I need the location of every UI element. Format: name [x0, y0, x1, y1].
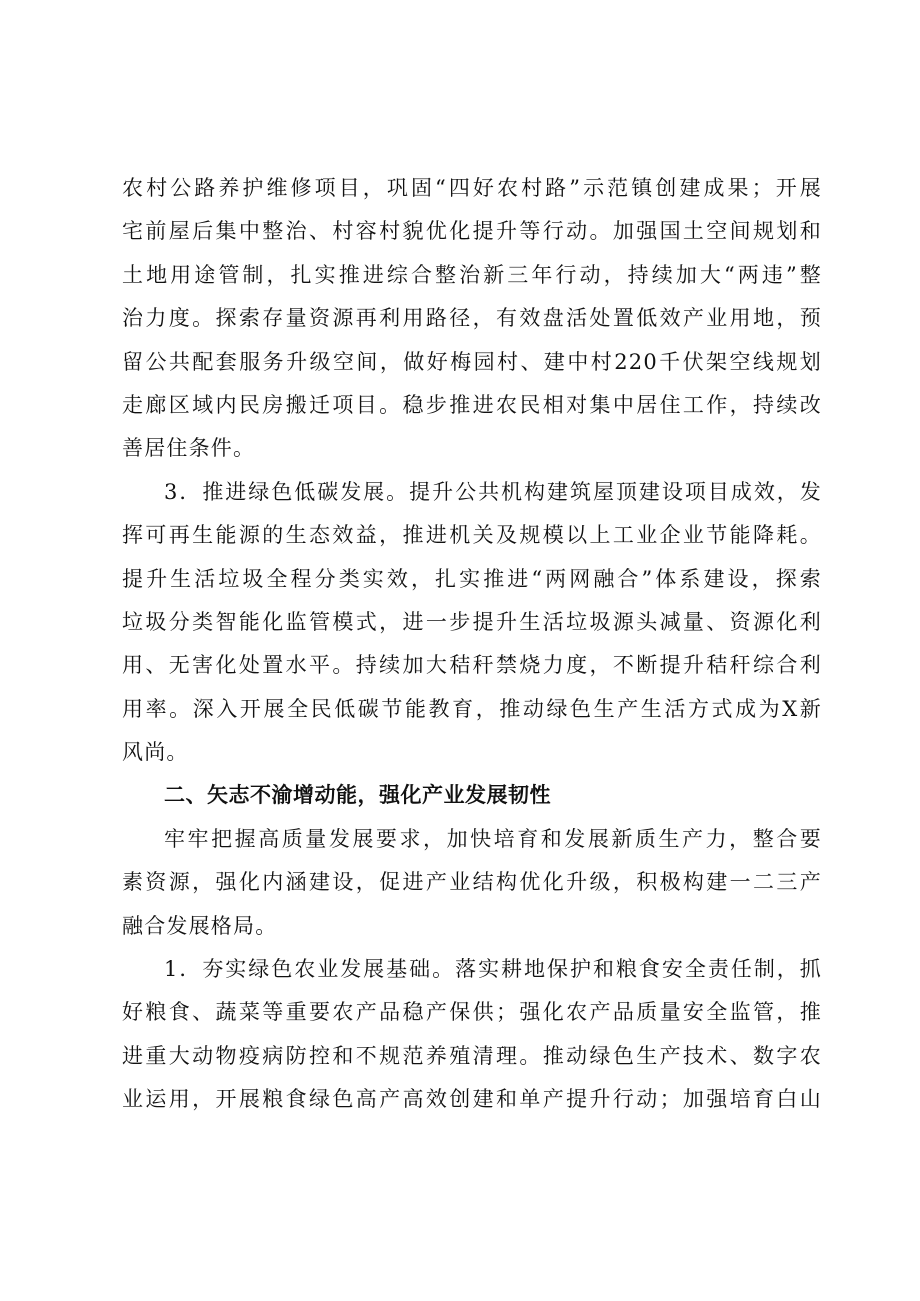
text-line: 善居住条件。	[122, 436, 256, 461]
text-line: 进重大动物疫病防控和不规范养殖清理。推动绿色生产技术、数字农	[122, 1043, 822, 1068]
text-line: 好粮食、蔬菜等重要农产品稳产保供；强化农产品质量安全监管，推	[122, 1000, 822, 1025]
text-line: 宅前屋后集中整治、村容村貌优化提升等行动。加强国土空间规划和	[122, 219, 822, 244]
text-line: 风尚。	[122, 740, 189, 765]
text-line: 治力度。探索存量资源再利用路径，有效盘活处置低效产业用地，预	[122, 306, 822, 331]
paragraph-green-low-carbon	[122, 471, 822, 775]
text-line: 3．推进绿色低碳发展。提升公共机构建筑屋顶建设项目成效，发	[164, 479, 822, 504]
text-line: 走廊区域内民房搬迁项目。稳步推进农民相对集中居住工作，持续改	[122, 392, 822, 417]
text-line: 挥可再生能源的生态效益，推进机关及规模以上工业企业节能降耗。	[122, 523, 822, 548]
document-body	[122, 167, 822, 1122]
text-line: 用率。深入开展全民低碳节能教育，推动绿色生产生活方式成为X新	[122, 696, 822, 721]
text-line: 提升生活垃圾全程分类实效，扎实推进“两网融合”体系建设，探索	[122, 566, 822, 591]
text-line: 1．夯实绿色农业发展基础。落实耕地保护和粮食安全责任制，抓	[164, 957, 822, 982]
text-line: 业运用，开展粮食绿色高产高效创建和单产提升行动；加强培育白山	[122, 1087, 822, 1112]
text-line: 牢牢把握高质量发展要求，加快培育和发展新质生产力，整合要	[164, 826, 822, 851]
text-line: 素资源，强化内涵建设，促进产业结构优化升级，积极构建一二三产	[122, 870, 822, 895]
text-line: 农村公路养护维修项目，巩固“四好农村路”示范镇创建成果；开展	[122, 176, 822, 200]
paragraph-green-agriculture	[122, 948, 822, 1122]
text-line: 用、无害化处置水平。持续加大秸秆禁烧力度，不断提升秸秆综合利	[122, 653, 822, 678]
paragraph-village-renovation	[122, 167, 822, 471]
section-heading: 二、矢志不渝增动能，强化产业发展韧性	[164, 783, 551, 808]
text-line: 土地用途管制，扎实推进综合整治新三年行动，持续加大“两违”整	[122, 262, 822, 287]
paragraph-section-intro	[122, 818, 822, 948]
text-line: 融合发展格局。	[122, 913, 278, 938]
text-line: 留公共配套服务升级空间，做好梅园村、建中村220千伏架空线规划	[122, 349, 822, 374]
text-line: 垃圾分类智能化监管模式，进一步提升生活垃圾源头减量、资源化利	[122, 609, 822, 634]
